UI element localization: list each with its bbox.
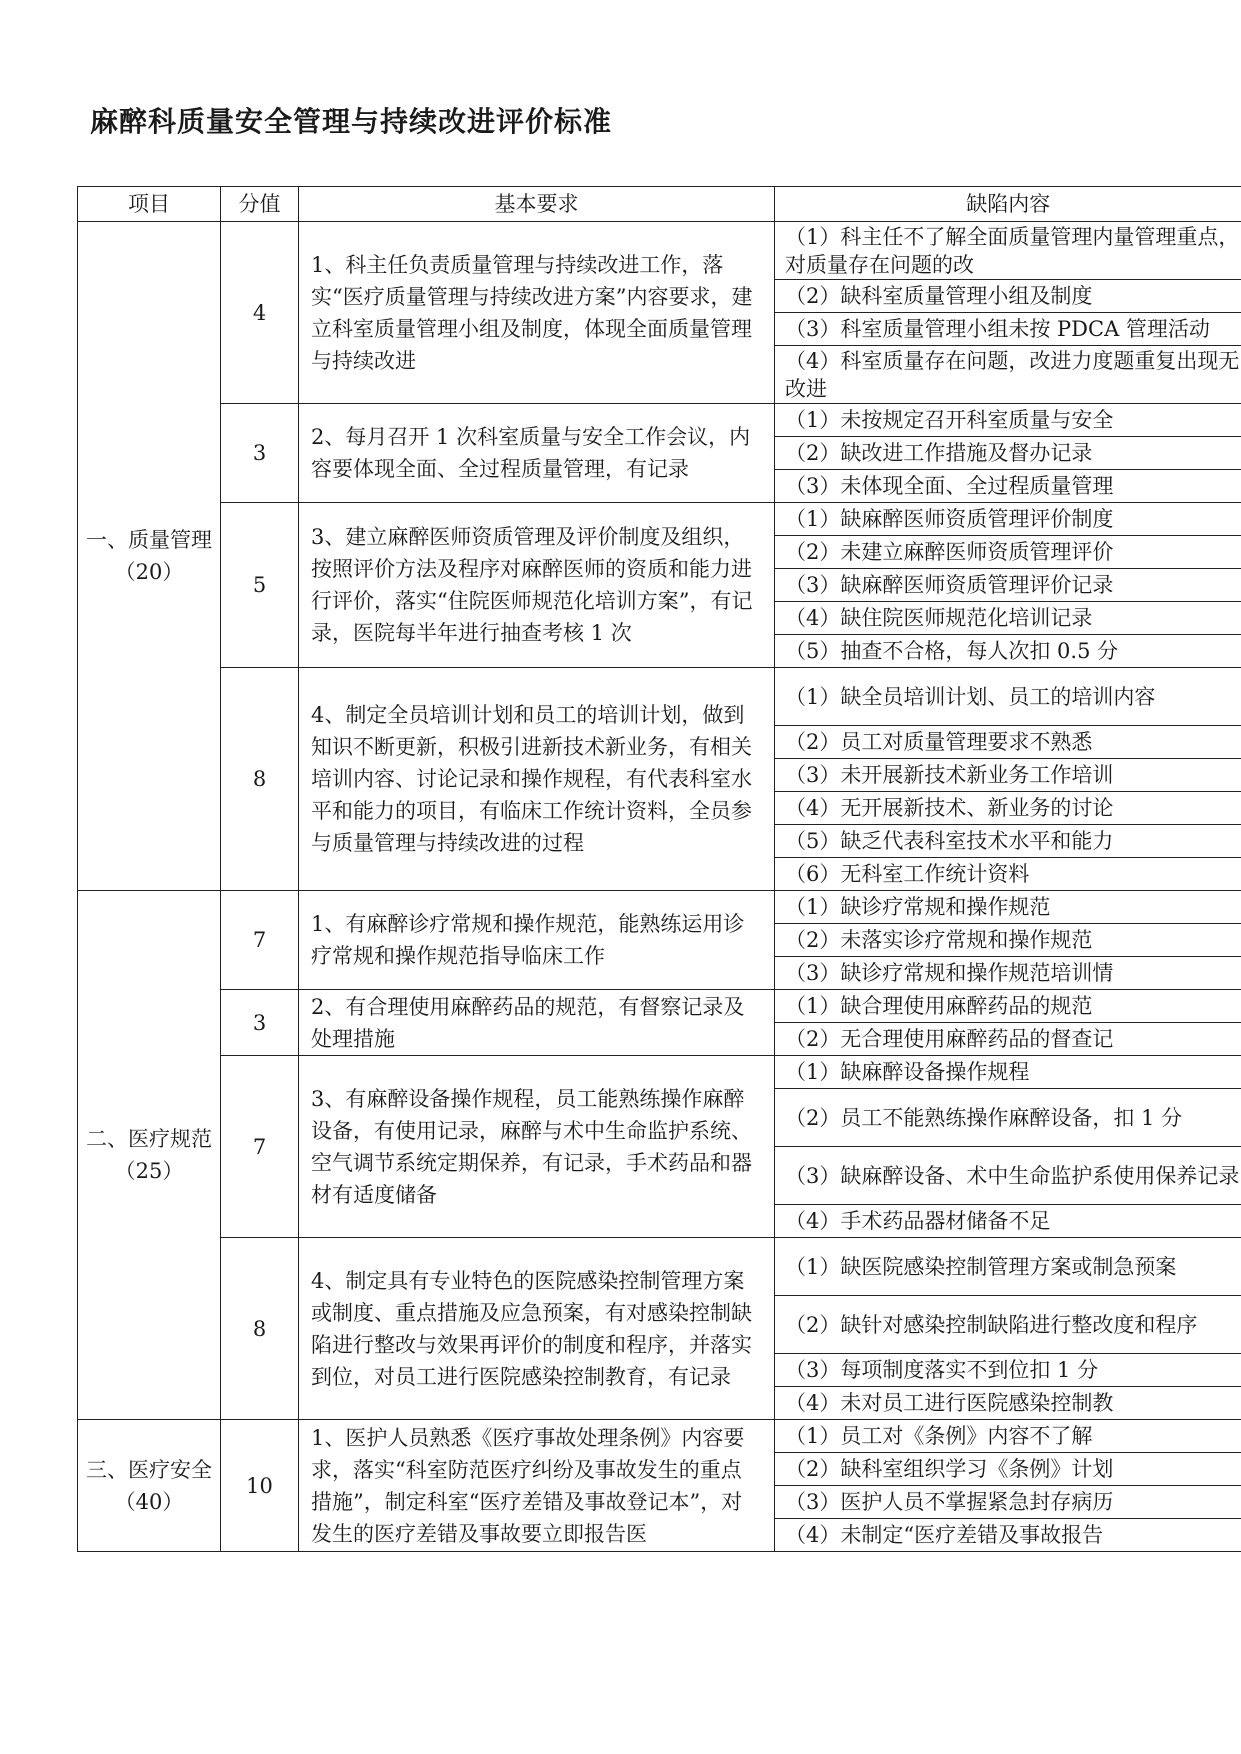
defect-cell: （2）缺科室组织学习《条例》计划 (775, 1453, 1241, 1486)
table-row (78, 404, 1241, 437)
section-name: 一、质量管理 (86, 528, 212, 552)
requirement-cell: 2、有合理使用麻醉药品的规范，有督察记录及处理措施 (299, 990, 775, 1056)
defect-cell: （6）无科室工作统计资料 (775, 858, 1241, 891)
defect-cell: （4）手术药品器材储备不足 (775, 1205, 1241, 1238)
defect-cell: （3）每项制度落实不到位扣 1 分 (775, 1354, 1241, 1387)
requirement-cell: 1、有麻醉诊疗常规和操作规范，能熟练运用诊疗常规和操作规范指导临床工作 (299, 891, 775, 990)
header-item: 项目 (78, 187, 221, 222)
requirement-cell: 1、科主任负责质量管理与持续改进工作，落实“医疗质量管理与持续改进方案”内容要求，建立科室质量管理小组及制度，体现全面质量管理与持续改进 (299, 222, 775, 404)
score-cell: 8 (221, 1238, 299, 1420)
defect-cell: （5）抽查不合格，每人次扣 0.5 分 (775, 635, 1241, 668)
section-score: （20） (114, 560, 184, 584)
section-cell (78, 891, 221, 1420)
requirement-cell: 4、制定具有专业特色的医院感染控制管理方案或制度、重点措施及应急预案，有对感染控制缺陷进行整改与效果再评价的制度和程序，并落实到位，对员工进行医院感染控制教育，有记录 (299, 1238, 775, 1420)
table-header-row (78, 187, 1241, 222)
requirement-cell: 1、医护人员熟悉《医疗事故处理条例》内容要求，落实“科室防范医疗纠纷及事故发生的重点措施”，制定科室“医疗差错及事故登记本”，对发生的医疗差错及事故要立即报告医 (299, 1420, 775, 1552)
requirement-cell: 2、每月召开 1 次科室质量与安全工作会议，内容要体现全面、全过程质量管理，有记录 (299, 404, 775, 503)
header-defects: 缺陷内容 (775, 187, 1241, 222)
section-score: （40） (114, 1489, 184, 1514)
defect-cell: （3）科室质量管理小组未按 PDCA 管理活动 (775, 313, 1241, 346)
score-cell: 7 (221, 1056, 299, 1238)
page-title: 麻醉科质量安全管理与持续改进评价标准 (90, 105, 613, 138)
defect-cell: （3）缺诊疗常规和操作规范培训情 (775, 957, 1241, 990)
section-name: 二、医疗规范 (86, 1127, 212, 1151)
defect-cell: （4）无开展新技术、新业务的讨论 (775, 792, 1241, 825)
header-score: 分值 (221, 187, 299, 222)
requirement-cell: 3、有麻醉设备操作规程，员工能熟练操作麻醉设备，有使用记录，麻醉与术中生命监护系统、空气调节系统定期保养，有记录，手术药品和器材有适度储备 (299, 1056, 775, 1238)
requirement-cell: 4、制定全员培训计划和员工的培训计划，做到知识不断更新，积极引进新技术新业务，有相关培训内容、讨论记录和操作规程，有代表科室水平和能力的项目，有临床工作统计资料，全员参与质量管理与持续改进的过程 (299, 668, 775, 891)
table-row (78, 668, 1241, 726)
score-cell: 5 (221, 503, 299, 668)
defect-cell: （1）缺医院感染控制管理方案或制急预案 (775, 1238, 1241, 1296)
defect-cell: （1）缺诊疗常规和操作规范 (775, 891, 1241, 924)
defect-cell: （3）医护人员不掌握紧急封存病历 (775, 1486, 1241, 1519)
section-cell (78, 1420, 221, 1552)
defect-cell: （1）缺麻醉设备操作规程 (775, 1056, 1241, 1089)
defect-cell: （1）缺麻醉医师资质管理评价制度 (775, 503, 1241, 536)
defect-cell: （3）缺麻醉医师资质管理评价记录 (775, 569, 1241, 602)
defect-cell: （4）缺住院医师规范化培训记录 (775, 602, 1241, 635)
defect-cell: （1）缺全员培训计划、员工的培训内容 (775, 668, 1241, 726)
table-row (78, 990, 1241, 1023)
score-cell: 7 (221, 891, 299, 990)
header-requirement: 基本要求 (299, 187, 775, 222)
defect-cell: （2）员工对质量管理要求不熟悉 (775, 726, 1241, 759)
score-cell: 8 (221, 668, 299, 891)
evaluation-table (77, 186, 1241, 1552)
defect-cell: （1）员工对《条例》内容不了解 (775, 1420, 1241, 1453)
defect-cell: （1）缺合理使用麻醉药品的规范 (775, 990, 1241, 1023)
section-cell (78, 222, 221, 891)
score-cell: 4 (221, 222, 299, 404)
defect-cell: （3）未开展新技术新业务工作培训 (775, 759, 1241, 792)
table-row (78, 891, 1241, 924)
table-row (78, 1420, 1241, 1453)
score-cell: 3 (221, 990, 299, 1056)
table-row (78, 1056, 1241, 1089)
defect-cell: （2）缺针对感染控制缺陷进行整改度和程序 (775, 1296, 1241, 1354)
defect-cell: （4）未对员工进行医院感染控制教 (775, 1387, 1241, 1420)
defect-cell: （2）未建立麻醉医师资质管理评价 (775, 536, 1241, 569)
defect-cell: （4）未制定“医疗差错及事故报告 (775, 1519, 1241, 1552)
defect-cell: （3）缺麻醉设备、术中生命监护系使用保养记录 (775, 1147, 1241, 1205)
defect-cell: （3）未体现全面、全过程质量管理 (775, 470, 1241, 503)
section-score: （25） (114, 1159, 184, 1183)
score-cell: 3 (221, 404, 299, 503)
defect-cell: （2）无合理使用麻醉药品的督查记 (775, 1023, 1241, 1056)
defect-cell: （2）缺科室质量管理小组及制度 (775, 280, 1241, 313)
defect-cell: （4）科室质量存在问题，改进力度题重复出现无改进 (775, 346, 1241, 404)
defect-cell: （1）未按规定召开科室质量与安全 (775, 404, 1241, 437)
defect-cell: （5）缺乏代表科室技术水平和能力 (775, 825, 1241, 858)
section-name: 三、医疗安全 (86, 1457, 212, 1482)
defect-cell: （1）科主任不了解全面质量管理内量管理重点，对质量存在问题的改 (775, 222, 1241, 280)
defect-cell: （2）未落实诊疗常规和操作规范 (775, 924, 1241, 957)
table-body (78, 222, 1241, 1552)
requirement-cell: 3、建立麻醉医师资质管理及评价制度及组织，按照评价方法及程序对麻醉医师的资质和能力进行评价，落实“住院医师规范化培训方案”，有记录，医院每半年进行抽查考核 1 次 (299, 503, 775, 668)
table-row (78, 222, 1241, 280)
defect-cell: （2）缺改进工作措施及督办记录 (775, 437, 1241, 470)
table-row (78, 503, 1241, 536)
defect-cell: （2）员工不能熟练操作麻醉设备，扣 1 分 (775, 1089, 1241, 1147)
score-cell: 10 (221, 1420, 299, 1552)
table-row (78, 1238, 1241, 1296)
